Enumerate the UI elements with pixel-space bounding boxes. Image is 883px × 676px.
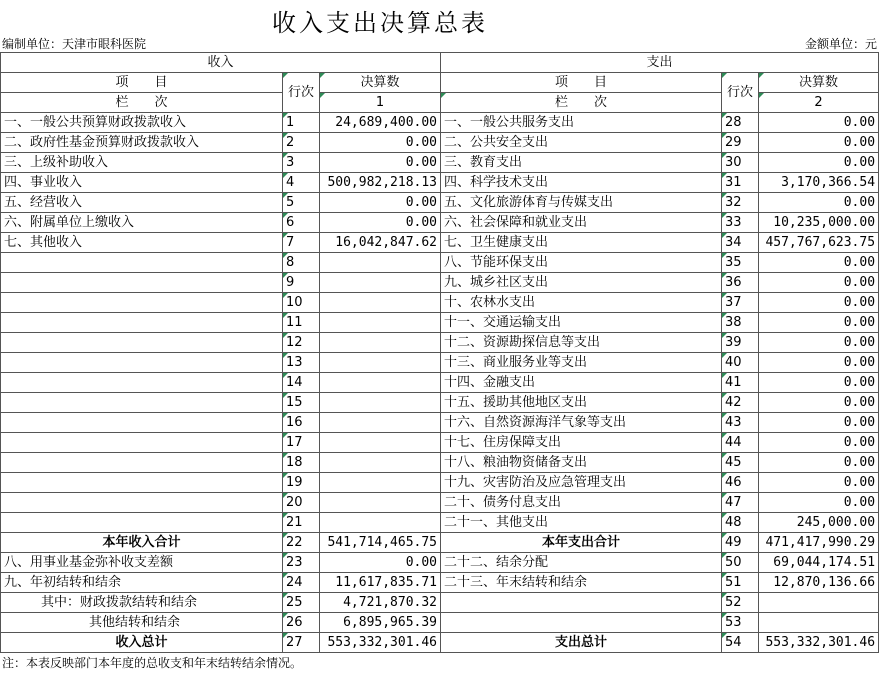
expense-item-label — [441, 613, 722, 633]
income-row-number: 10 — [283, 293, 320, 313]
table-row — [1, 373, 879, 393]
expense-item-label: 四、科学技术支出 — [441, 173, 722, 193]
table-row — [1, 133, 879, 153]
expense-row-number: 34 — [722, 233, 759, 253]
income-item-label — [1, 493, 283, 513]
expense-amount: 553,332,301.46 — [759, 633, 879, 653]
income-amount — [320, 393, 441, 413]
table-row — [1, 493, 879, 513]
income-item-header: 项 目 — [1, 73, 283, 93]
income-item-label — [1, 513, 283, 533]
expense-item-label: 十八、粮油物资储备支出 — [441, 453, 722, 473]
income-row-number: 5 — [283, 193, 320, 213]
income-amount: 0.00 — [320, 133, 441, 153]
table-row — [1, 413, 879, 433]
income-row-number: 6 — [283, 213, 320, 233]
expense-amount: 0.00 — [759, 273, 879, 293]
expense-row-number: 38 — [722, 313, 759, 333]
income-row-number: 3 — [283, 153, 320, 173]
expense-item-label: 八、节能环保支出 — [441, 253, 722, 273]
income-item-label: 九、年初结转和结余 — [1, 573, 283, 593]
table-row — [1, 453, 879, 473]
expense-header: 支出 — [441, 53, 879, 73]
table-row — [1, 313, 879, 333]
income-item-label — [1, 393, 283, 413]
footnote: 注：本表反映部门本年度的总收支和年末结转结余情况。 — [2, 656, 303, 670]
expense-row-number: 46 — [722, 473, 759, 493]
table-row — [1, 233, 879, 253]
expense-row-number: 52 — [722, 593, 759, 613]
expense-row-number: 54 — [722, 633, 759, 653]
expense-row-number: 35 — [722, 253, 759, 273]
expense-item-label: 十三、商业服务业等支出 — [441, 353, 722, 373]
expense-item-label: 三、教育支出 — [441, 153, 722, 173]
income-row-number: 15 — [283, 393, 320, 413]
income-row-number: 18 — [283, 453, 320, 473]
expense-row-number: 49 — [722, 533, 759, 553]
table-row — [1, 153, 879, 173]
income-item-label: 四、事业收入 — [1, 173, 283, 193]
expense-amount: 0.00 — [759, 413, 879, 433]
income-item-label: 其中：财政拨款结转和结余 — [1, 593, 283, 613]
income-row-number: 21 — [283, 513, 320, 533]
income-amount — [320, 253, 441, 273]
expense-item-label — [441, 593, 722, 613]
currency-unit: 金额单位：元 — [804, 37, 877, 51]
income-amount: 0.00 — [320, 213, 441, 233]
income-amount — [320, 453, 441, 473]
expense-amount: 0.00 — [759, 133, 879, 153]
expense-item-label: 十六、自然资源海洋气象等支出 — [441, 413, 722, 433]
expense-amount: 10,235,000.00 — [759, 213, 879, 233]
expense-row-number: 36 — [722, 273, 759, 293]
expense-item-label: 本年支出合计 — [441, 533, 722, 553]
expense-amount: 0.00 — [759, 113, 879, 133]
expense-item-label: 二十二、结余分配 — [441, 553, 722, 573]
expense-item-label: 十五、援助其他地区支出 — [441, 393, 722, 413]
expense-amount: 0.00 — [759, 393, 879, 413]
expense-item-label: 五、文化旅游体育与传媒支出 — [441, 193, 722, 213]
income-amount: 16,042,847.62 — [320, 233, 441, 253]
income-amount — [320, 493, 441, 513]
income-item-label: 其他结转和结余 — [1, 613, 283, 633]
expense-amount: 471,417,990.29 — [759, 533, 879, 553]
expense-amount: 0.00 — [759, 293, 879, 313]
expense-row-number: 53 — [722, 613, 759, 633]
income-row-number: 2 — [283, 133, 320, 153]
table-row — [1, 573, 879, 593]
income-amount — [320, 353, 441, 373]
expense-item-label: 十二、资源勘探信息等支出 — [441, 333, 722, 353]
expense-amount: 457,767,623.75 — [759, 233, 879, 253]
table-row — [1, 593, 879, 613]
table-row — [1, 173, 879, 193]
expense-amount: 0.00 — [759, 473, 879, 493]
table-row — [1, 553, 879, 573]
table-row — [1, 353, 879, 373]
table-row — [1, 613, 879, 633]
income-item-label — [1, 313, 283, 333]
income-column-number: 1 — [320, 93, 441, 113]
income-item-label — [1, 453, 283, 473]
expense-row-number: 48 — [722, 513, 759, 533]
expense-row-number: 51 — [722, 573, 759, 593]
expense-amount: 0.00 — [759, 313, 879, 333]
expense-row-number: 29 — [722, 133, 759, 153]
expense-amount: 0.00 — [759, 193, 879, 213]
expense-item-label: 支出总计 — [441, 633, 722, 653]
expense-item-label: 十一、交通运输支出 — [441, 313, 722, 333]
income-amount — [320, 433, 441, 453]
income-row-number: 24 — [283, 573, 320, 593]
income-row-number: 22 — [283, 533, 320, 553]
expense-column-number: 2 — [759, 93, 879, 113]
expense-amount: 0.00 — [759, 253, 879, 273]
table-row — [1, 213, 879, 233]
income-row-number: 26 — [283, 613, 320, 633]
income-row-number: 16 — [283, 413, 320, 433]
expense-row-number: 31 — [722, 173, 759, 193]
income-row-number: 1 — [283, 113, 320, 133]
expense-row-number: 30 — [722, 153, 759, 173]
income-amount — [320, 473, 441, 493]
income-item-label: 收入总计 — [1, 633, 283, 653]
expense-column-label: 栏 次 — [441, 93, 722, 113]
expense-amount: 0.00 — [759, 433, 879, 453]
income-amount — [320, 413, 441, 433]
expense-row-no-header: 行次 — [722, 73, 759, 113]
expense-row-number: 37 — [722, 293, 759, 313]
income-row-number: 17 — [283, 433, 320, 453]
income-amount: 553,332,301.46 — [320, 633, 441, 653]
income-item-label — [1, 293, 283, 313]
income-amount — [320, 513, 441, 533]
income-header: 收入 — [1, 53, 441, 73]
expense-amount — [759, 593, 879, 613]
expense-amount-header: 决算数 — [759, 73, 879, 93]
table-row — [1, 253, 879, 273]
income-amount — [320, 313, 441, 333]
expense-amount: 12,870,136.66 — [759, 573, 879, 593]
income-row-number: 11 — [283, 313, 320, 333]
table-row — [1, 433, 879, 453]
expense-amount: 0.00 — [759, 453, 879, 473]
income-amount: 500,982,218.13 — [320, 173, 441, 193]
income-row-number: 4 — [283, 173, 320, 193]
expense-amount: 69,044,174.51 — [759, 553, 879, 573]
income-amount: 0.00 — [320, 553, 441, 573]
income-item-label: 八、用事业基金弥补收支差额 — [1, 553, 283, 573]
income-item-label — [1, 473, 283, 493]
income-item-label — [1, 353, 283, 373]
income-amount — [320, 373, 441, 393]
income-item-label: 一、一般公共预算财政拨款收入 — [1, 113, 283, 133]
expense-item-label: 二十、债务付息支出 — [441, 493, 722, 513]
income-item-label: 五、经营收入 — [1, 193, 283, 213]
expense-item-label: 六、社会保障和就业支出 — [441, 213, 722, 233]
expense-row-number: 40 — [722, 353, 759, 373]
expense-item-header: 项 目 — [441, 73, 722, 93]
income-item-label: 三、上级补助收入 — [1, 153, 283, 173]
table-row — [1, 513, 879, 533]
table-row — [1, 193, 879, 213]
expense-amount: 0.00 — [759, 373, 879, 393]
income-amount — [320, 273, 441, 293]
expense-amount: 0.00 — [759, 353, 879, 373]
income-item-label: 七、其他收入 — [1, 233, 283, 253]
expense-row-number: 39 — [722, 333, 759, 353]
income-row-number: 27 — [283, 633, 320, 653]
expense-row-number: 28 — [722, 113, 759, 133]
income-amount — [320, 333, 441, 353]
income-column-label: 栏 次 — [1, 93, 283, 113]
expense-row-number: 47 — [722, 493, 759, 513]
income-item-label — [1, 333, 283, 353]
expense-row-number: 44 — [722, 433, 759, 453]
income-row-number: 12 — [283, 333, 320, 353]
income-item-label: 本年收入合计 — [1, 533, 283, 553]
expense-item-label: 二十一、其他支出 — [441, 513, 722, 533]
income-amount: 0.00 — [320, 193, 441, 213]
income-amount: 4,721,870.32 — [320, 593, 441, 613]
expense-row-number: 42 — [722, 393, 759, 413]
expense-item-label: 十九、灾害防治及应急管理支出 — [441, 473, 722, 493]
income-item-label — [1, 253, 283, 273]
expense-item-label: 十七、住房保障支出 — [441, 433, 722, 453]
expense-item-label: 七、卫生健康支出 — [441, 233, 722, 253]
table-row — [1, 633, 879, 653]
income-row-number: 25 — [283, 593, 320, 613]
income-item-label — [1, 433, 283, 453]
expense-row-number: 33 — [722, 213, 759, 233]
expense-item-label: 一、一般公共服务支出 — [441, 113, 722, 133]
income-row-number: 20 — [283, 493, 320, 513]
expense-row-number: 50 — [722, 553, 759, 573]
income-row-number: 7 — [283, 233, 320, 253]
income-item-label — [1, 413, 283, 433]
income-amount: 6,895,965.39 — [320, 613, 441, 633]
page-title: 收入支出决算总表 — [272, 9, 488, 37]
income-row-number: 8 — [283, 253, 320, 273]
income-item-label — [1, 273, 283, 293]
table-row — [1, 533, 879, 553]
expense-row-number: 32 — [722, 193, 759, 213]
expense-amount: 0.00 — [759, 333, 879, 353]
expense-item-label: 二、公共安全支出 — [441, 133, 722, 153]
income-amount: 11,617,835.71 — [320, 573, 441, 593]
expense-amount: 0.00 — [759, 153, 879, 173]
income-amount: 541,714,465.75 — [320, 533, 441, 553]
expense-item-label: 二十三、年末结转和结余 — [441, 573, 722, 593]
table-row — [1, 293, 879, 313]
income-amount-header: 决算数 — [320, 73, 441, 93]
income-row-no-header: 行次 — [283, 73, 320, 113]
table-row — [1, 333, 879, 353]
expense-item-label: 十、农林水支出 — [441, 293, 722, 313]
income-amount — [320, 293, 441, 313]
expense-row-number: 41 — [722, 373, 759, 393]
income-row-number: 13 — [283, 353, 320, 373]
expense-item-label: 十四、金融支出 — [441, 373, 722, 393]
reporting-unit: 编制单位：天津市眼科医院 — [2, 37, 147, 51]
income-amount: 24,689,400.00 — [320, 113, 441, 133]
income-row-number: 14 — [283, 373, 320, 393]
table-row — [1, 473, 879, 493]
income-row-number: 9 — [283, 273, 320, 293]
income-item-label: 二、政府性基金预算财政拨款收入 — [1, 133, 283, 153]
income-row-number: 23 — [283, 553, 320, 573]
expense-amount: 245,000.00 — [759, 513, 879, 533]
income-item-label — [1, 373, 283, 393]
income-item-label: 六、附属单位上缴收入 — [1, 213, 283, 233]
expense-item-label: 九、城乡社区支出 — [441, 273, 722, 293]
table-row — [1, 113, 879, 133]
table-row — [1, 393, 879, 413]
income-amount: 0.00 — [320, 153, 441, 173]
expense-amount — [759, 613, 879, 633]
expense-amount: 0.00 — [759, 493, 879, 513]
expense-row-number: 43 — [722, 413, 759, 433]
table-row — [1, 273, 879, 293]
expense-amount: 3,170,366.54 — [759, 173, 879, 193]
income-expense-table — [0, 52, 879, 653]
income-row-number: 19 — [283, 473, 320, 493]
expense-row-number: 45 — [722, 453, 759, 473]
